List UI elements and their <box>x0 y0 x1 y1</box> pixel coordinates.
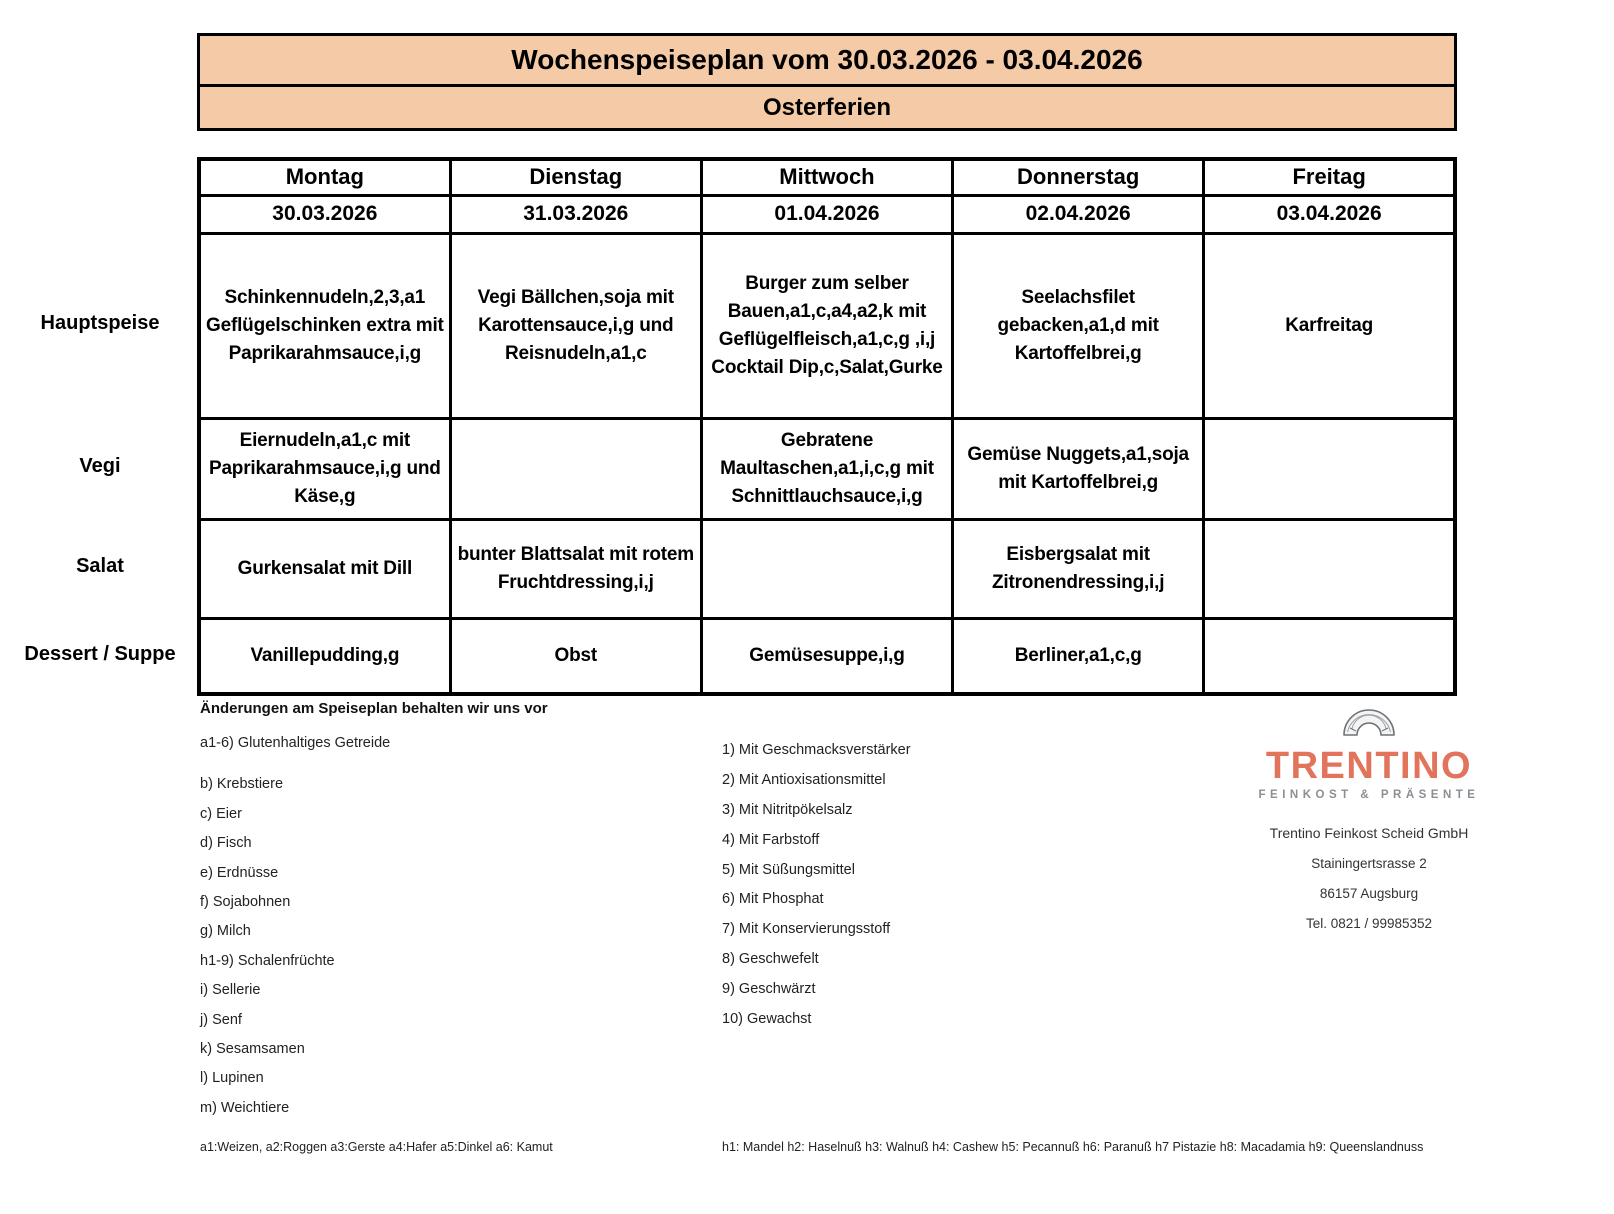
row-label-salat: Salat <box>76 555 124 577</box>
list-item: 6) Mit Phosphat <box>722 891 824 908</box>
brand-company: Trentino Feinkost Scheid GmbH <box>1269 825 1469 841</box>
date-header: 03.04.2026 <box>1204 195 1455 233</box>
brand-block <box>1235 702 1503 931</box>
pasta-arch-icon <box>1340 702 1398 743</box>
menu-cell: Gemüse Nuggets,a1,soja mit Kartoffelbrei,g <box>953 418 1204 519</box>
table-row-dessert-suppe <box>199 618 1455 694</box>
menu-cell: Burger zum selber Bauen,a1,c,a4,a2,k mit Geflügelfleisch,a1,c,g ,i,j Cocktail Dip,c,Salat,Gurke <box>701 233 952 418</box>
list-item: j) Senf <box>200 1011 242 1028</box>
menu-cell: Gemüsesuppe,i,g <box>701 618 952 694</box>
menu-cell <box>1204 418 1455 519</box>
date-header: 31.03.2026 <box>450 195 701 233</box>
list-item: m) Weichtiere <box>200 1099 290 1116</box>
list-item: 5) Mit Süßungsmittel <box>722 861 855 878</box>
list-item: 4) Mit Farbstoff <box>722 831 820 848</box>
footnote-grains: a1:Weizen, a2:Roggen a3:Gerste a4:Hafer a5:Dinkel a6: Kamut <box>200 1140 553 1154</box>
menu-cell: Vegi Bällchen,soja mit Karottensauce,i,g und Reisnudeln,a1,c <box>450 233 701 418</box>
list-item: 1) Mit Geschmacksverstärker <box>722 742 911 758</box>
row-label-hauptspeise: Hauptspeise <box>40 312 160 334</box>
brand-phone: Tel. 0821 / 99985352 <box>1305 916 1433 931</box>
list-item: 8) Geschwefelt <box>722 951 819 968</box>
menu-cell: Berliner,a1,c,g <box>953 618 1204 694</box>
banner <box>197 33 1457 131</box>
menu-cell <box>1204 618 1455 694</box>
list-item: 2) Mit Antioxisationsmittel <box>722 771 886 788</box>
menu-cell: Eisbergsalat mit Zitronendressing,i,j <box>953 519 1204 618</box>
menu-cell: Schinkennudeln,2,3,a1 Geflügelschinken extra mit Paprikarahmsauce,i,g <box>199 233 450 418</box>
change-disclaimer: Änderungen am Speiseplan behalten wir uns vor <box>200 700 548 717</box>
list-item: g) Milch <box>200 923 251 940</box>
list-item: a1-6) Glutenhaltiges Getreide <box>200 735 391 751</box>
date-header: 02.04.2026 <box>953 195 1204 233</box>
day-header-dienstag: Dienstag <box>450 159 701 195</box>
row-label-vegi: Vegi <box>79 455 121 477</box>
menu-cell: Obst <box>450 618 701 694</box>
day-header-row <box>199 159 1455 195</box>
list-item: 9) Geschwärzt <box>722 981 816 998</box>
day-header-montag: Montag <box>199 159 450 195</box>
menu-cell <box>450 418 701 519</box>
menu-cell: Vanillepudding,g <box>199 618 450 694</box>
date-header-row <box>199 195 1455 233</box>
brand-city: 86157 Augsburg <box>1319 886 1419 901</box>
date-header: 01.04.2026 <box>701 195 952 233</box>
allergen-list <box>200 735 390 1129</box>
table-row-hauptspeise <box>199 233 1455 418</box>
brand-tagline: FEINKOST & PRÄSENTE <box>1258 789 1480 801</box>
menu-cell: bunter Blattsalat mit rotem Fruchtdressing,i,j <box>450 519 701 618</box>
list-item: 3) Mit Nitritpökelsalz <box>722 801 853 818</box>
date-header: 30.03.2026 <box>199 195 450 233</box>
menu-cell: Gebratene Maultaschen,a1,i,c,g mit Schnittlauchsauce,i,g <box>701 418 952 519</box>
day-header-mittwoch: Mittwoch <box>701 159 952 195</box>
menu-cell: Gurkensalat mit Dill <box>199 519 450 618</box>
additive-list <box>722 742 911 1041</box>
list-item: 7) Mit Konservierungsstoff <box>722 921 891 938</box>
brand-wordmark: TRENTINO <box>1265 745 1473 787</box>
list-item: h1-9) Schalenfrüchte <box>200 952 335 969</box>
list-item: b) Krebstiere <box>200 776 284 793</box>
menu-cell <box>1204 519 1455 618</box>
menu-cell: Seelachsfilet gebacken,a1,d mit Kartoffelbrei,g <box>953 233 1204 418</box>
menu-table <box>197 157 1457 696</box>
table-row-vegi <box>199 418 1455 519</box>
list-item: k) Sesamsamen <box>200 1040 305 1057</box>
list-item: f) Sojabohnen <box>200 893 291 910</box>
day-header-freitag: Freitag <box>1204 159 1455 195</box>
menu-cell <box>701 519 952 618</box>
footnote-nuts: h1: Mandel h2: Haselnuß h3: Walnuß h4: Cashew h5: Pecannuß h6: Paranuß h7 Pistazie h8: Macadamia h9: Queenslandnuss <box>722 1140 1424 1154</box>
page-title: Wochenspeiseplan vom 30.03.2026 - 03.04.2026 <box>200 36 1454 87</box>
day-header-donnerstag: Donnerstag <box>953 159 1204 195</box>
list-item: 10) Gewachst <box>722 1011 812 1028</box>
list-item: l) Lupinen <box>200 1070 264 1087</box>
menu-cell: Eiernudeln,a1,c mit Paprikarahmsauce,i,g und Käse,g <box>199 418 450 519</box>
list-item: c) Eier <box>200 805 242 822</box>
list-item: i) Sellerie <box>200 982 261 999</box>
brand-street: Stainingertsrasse 2 <box>1311 856 1427 871</box>
menu-cell: Karfreitag <box>1204 233 1455 418</box>
list-item: e) Erdnüsse <box>200 864 279 881</box>
row-label-dessert-suppe: Dessert / Suppe <box>24 642 176 665</box>
table-row-salat <box>199 519 1455 618</box>
page-subtitle: Osterferien <box>762 93 892 121</box>
list-item: d) Fisch <box>200 835 252 852</box>
